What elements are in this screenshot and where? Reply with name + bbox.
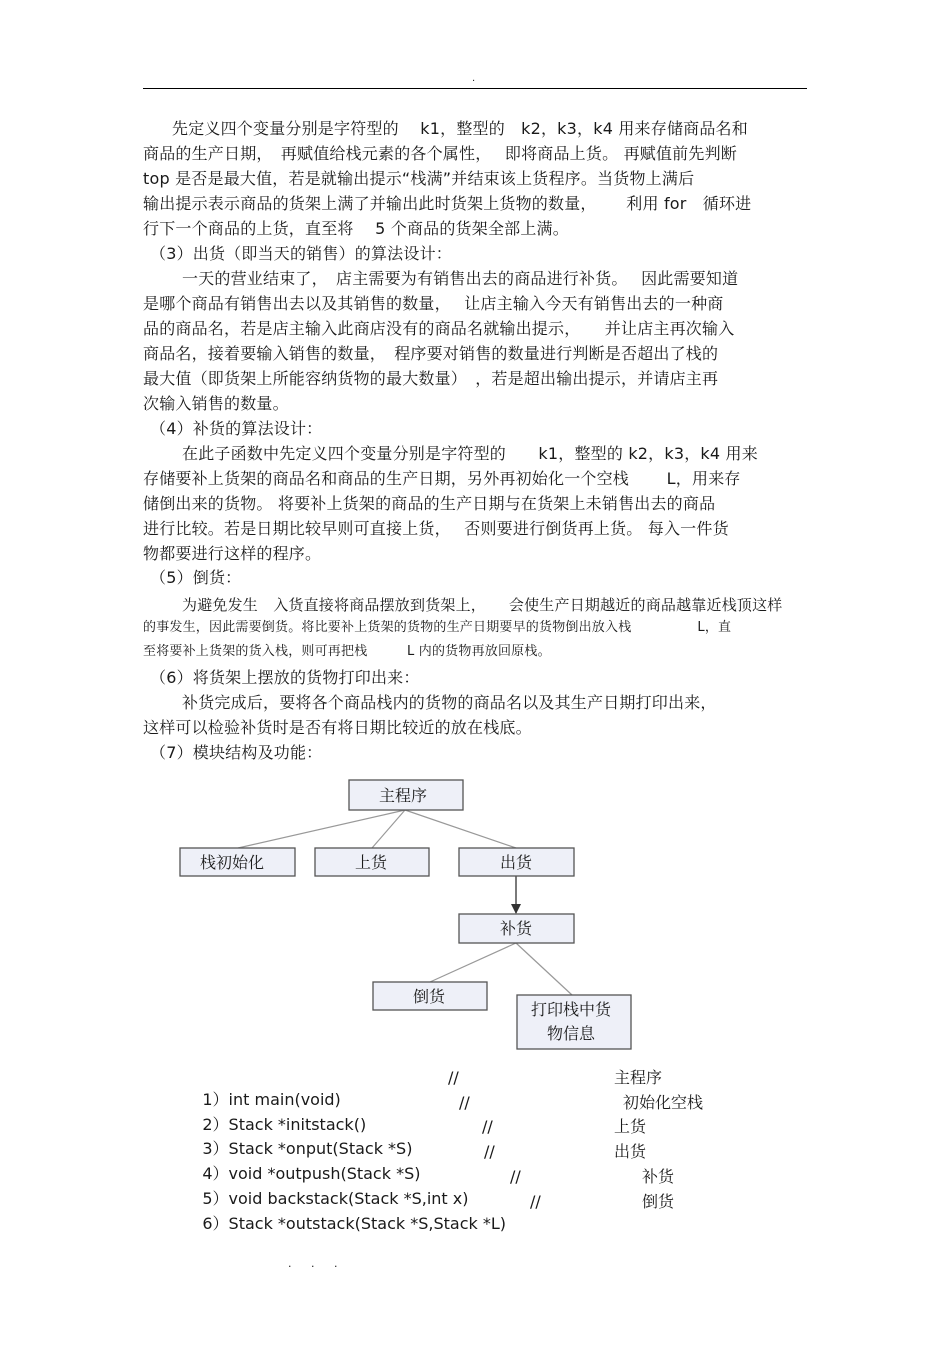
section-heading: （5）倒货： (150, 568, 242, 587)
node-main-label: 主程序 (378, 786, 428, 805)
section-heading: （7）模块结构及功能： (150, 743, 323, 762)
node-print-label-2: 物信息 (546, 1024, 596, 1043)
function-description: 主程序 (614, 1068, 663, 1087)
function-signature: void *outpush(Stack *S) (228, 1164, 421, 1183)
node-refill (459, 914, 574, 943)
function-number: 5） (202, 1189, 229, 1208)
function-comment: // (482, 1117, 493, 1136)
node-print-label-1: 打印栈中货 (530, 1000, 612, 1019)
node-load (315, 848, 429, 876)
footer-dots: . . . (288, 1257, 346, 1270)
function-item (182, 1191, 506, 1257)
function-description: 补货 (642, 1167, 675, 1186)
text-line: 的事发生，因此需要倒货。将比要补上货架的货物的生产日期要早的货物倒出放入栈 L，直 (143, 620, 732, 635)
function-signature: Stack *onput(Stack *S) (228, 1139, 413, 1158)
text-line: 为避免发生 入货直接将商品摆放到货架上， 会使生产日期越近的商品越靠近栈顶这样 (182, 596, 783, 614)
header-dot: . (472, 73, 476, 84)
function-comment: // (459, 1093, 470, 1112)
text-line: 存储要补上货架的商品名和商品的生产日期，另外再初始化一个空栈 L，用来存 (143, 469, 741, 488)
node-dump (373, 982, 487, 1010)
function-description: 上货 (614, 1117, 647, 1136)
function-comment: // (530, 1192, 541, 1211)
function-signature: void backstack(Stack *S,int x) (228, 1189, 469, 1208)
text-line: 行下一个商品的上货，直至将 5 个商品的货架全部上满。 (143, 219, 569, 238)
function-signature: Stack *initstack() (228, 1115, 367, 1134)
section-heading: （4）补货的算法设计： (150, 419, 323, 438)
node-refill-label: 补货 (499, 919, 533, 938)
function-number: 2） (202, 1115, 229, 1134)
edge-refill-print (516, 943, 572, 995)
function-description: 初始化空栈 (623, 1093, 704, 1112)
text-line: 在此子函数中先定义四个变量分别是字符型的 k1，整型的 k2，k3，k4 用来 (182, 444, 758, 463)
node-dump-label: 倒货 (412, 987, 446, 1006)
edge-main-load (372, 810, 405, 848)
node-out (459, 848, 574, 876)
function-number: 6） (202, 1214, 229, 1233)
function-signature: Stack *outstack(Stack *S,Stack *L) (228, 1214, 506, 1233)
edge-main-init (238, 810, 405, 848)
text-line: 商品的生产日期， 再赋值给栈元素的各个属性， 即将商品上货。 再赋值前先判断 (143, 144, 737, 163)
text-line: 储倒出来的货物。 将要补上货架的商品的生产日期与在货架上未销售出去的商品 (143, 494, 716, 513)
function-number: 4） (202, 1164, 229, 1183)
node-load-label: 上货 (354, 853, 388, 872)
text-line: 先定义四个变量分别是字符型的 k1，整型的 k2，k3，k4 用来存储商品名和 (172, 119, 748, 138)
text-line: 至将要补上货架的货入栈，则可再把栈 L 内的货物再放回原栈。 (143, 644, 551, 659)
function-comment: // (484, 1142, 495, 1161)
function-description: 倒货 (642, 1192, 675, 1211)
text-line: 是哪个商品有销售出去以及其销售的数量， 让店主输入今天有销售出去的一种商 (143, 294, 724, 313)
text-line: top 是否是最大值，若是就输出提示“栈满”并结束该上货程序。当货物上满后 (143, 169, 695, 188)
edge-refill-dump (430, 943, 516, 982)
node-out-label: 出货 (499, 853, 533, 872)
text-line: 品的商品名，若是店主输入此商店没有的商品名就输出提示， 并让店主再次输入 (143, 319, 735, 338)
function-number: 1） (202, 1090, 229, 1109)
text-line: 这样可以检验补货时是否有将日期比较近的放在栈底。 (143, 718, 532, 737)
node-main (349, 780, 463, 810)
function-comment: // (510, 1167, 521, 1186)
edge-main-out (405, 810, 516, 848)
function-signature: int main(void) (228, 1090, 341, 1109)
node-init (180, 848, 295, 876)
section-heading: （3）出货（即当天的销售）的算法设计： (150, 244, 452, 263)
text-line: 输出提示表示商品的货架上满了并输出此时货架上货物的数量， 利用 for 循环进 (143, 194, 752, 213)
text-line: 商品名，接着要输入销售的数量， 程序要对销售的数量进行判断是否超出了栈的 (143, 344, 719, 363)
section-heading: （6）将货架上摆放的货物打印出来： (150, 668, 420, 687)
text-line: 补货完成后，要将各个商品栈内的货物的商品名以及其生产日期打印出来， (182, 693, 717, 712)
node-init-label: 栈初始化 (199, 853, 265, 872)
text-line: 次输入销售的数量。 (143, 394, 289, 413)
text-line: 进行比较。若是日期比较早则可直接上货， 否则要进行倒货再上货。 每入一件货 (143, 519, 729, 538)
function-description: 出货 (614, 1142, 647, 1161)
text-line: 一天的营业结束了， 店主需要为有销售出去的商品进行补货。 因此需要知道 (182, 269, 739, 288)
function-number: 3） (202, 1139, 229, 1158)
text-line: 物都要进行这样的程序。 (143, 544, 322, 563)
node-print (517, 995, 631, 1049)
function-comment: // (448, 1068, 459, 1087)
text-line: 最大值（即货架上所能容纳货物的最大数量） ，若是超出输出提示，并请店主再 (143, 369, 719, 388)
